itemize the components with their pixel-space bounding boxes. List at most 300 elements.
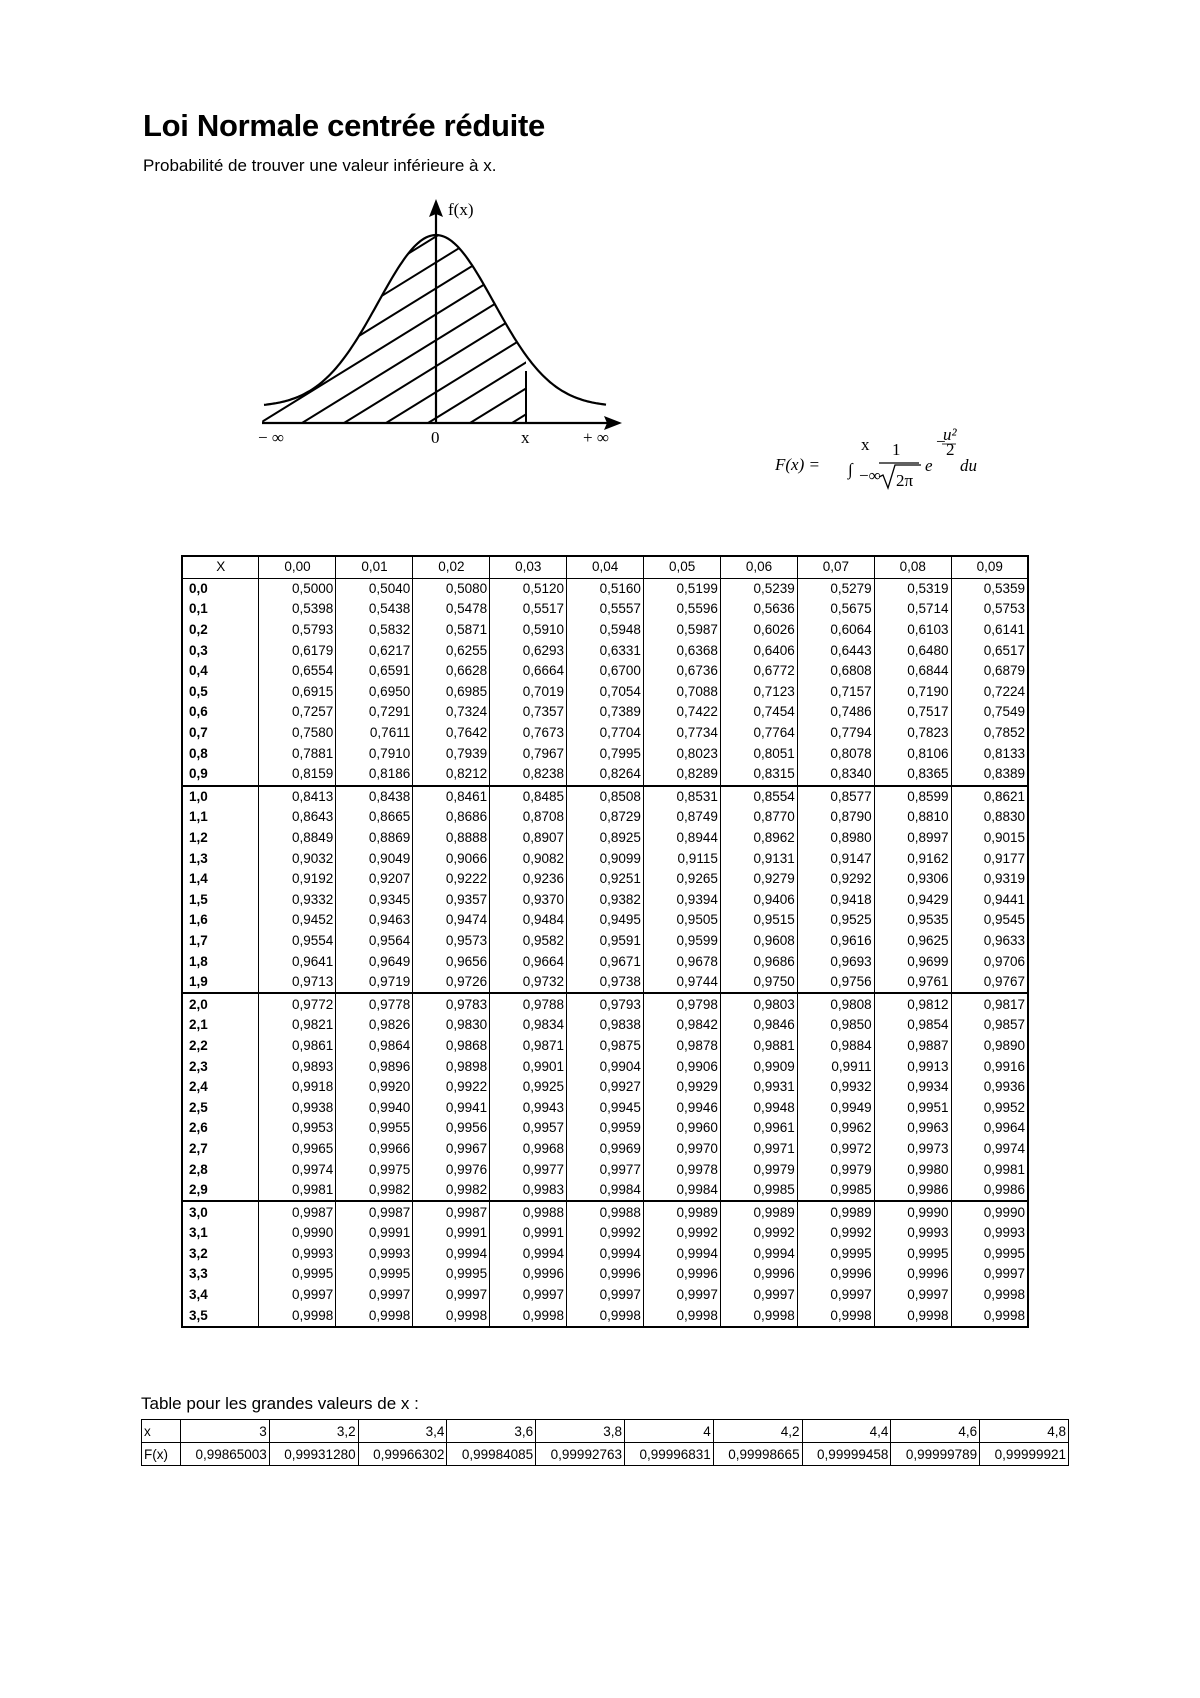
row-header: 2,9 bbox=[182, 1180, 259, 1202]
table-cell: 0,8461 bbox=[413, 786, 490, 808]
table-cell: 0,8749 bbox=[643, 807, 720, 828]
table-cell: 0,9279 bbox=[720, 869, 797, 890]
table-cell: 0,7704 bbox=[567, 723, 644, 744]
table-cell: 0,9975 bbox=[336, 1159, 413, 1180]
table-cell: 0,9997 bbox=[874, 1285, 951, 1306]
table-cell: 0,9236 bbox=[490, 869, 567, 890]
table-cell: 0,9990 bbox=[951, 1201, 1028, 1223]
table-cell: 0,9984 bbox=[643, 1180, 720, 1202]
table-cell: 0,8925 bbox=[567, 828, 644, 849]
table-cell: 0,9957 bbox=[490, 1118, 567, 1139]
table-cell: 0,9890 bbox=[951, 1036, 1028, 1057]
table-cell: 0,9099 bbox=[567, 848, 644, 869]
table-cell: 0,8962 bbox=[720, 828, 797, 849]
table-cell: 0,9996 bbox=[874, 1264, 951, 1285]
hatch-line bbox=[344, 213, 684, 423]
table-cell: 0,9990 bbox=[874, 1201, 951, 1223]
table-cell: 0,9981 bbox=[259, 1180, 336, 1202]
table-cell: 0,9995 bbox=[336, 1264, 413, 1285]
table-cell: 0,9932 bbox=[797, 1077, 874, 1098]
table-cell: 0,9973 bbox=[874, 1139, 951, 1160]
table-row bbox=[182, 661, 1028, 682]
table-cell: 0,9940 bbox=[336, 1097, 413, 1118]
table-cell: 0,9994 bbox=[643, 1244, 720, 1265]
table-cell: 0,7054 bbox=[567, 682, 644, 703]
table-cell: 0,9032 bbox=[259, 848, 336, 869]
large-values-x-cell: 4,4 bbox=[802, 1420, 891, 1443]
table-cell: 0,9989 bbox=[643, 1201, 720, 1223]
table-cell: 0,9857 bbox=[951, 1015, 1028, 1036]
table-row bbox=[182, 910, 1028, 931]
table-row bbox=[182, 931, 1028, 952]
table-cell: 0,9909 bbox=[720, 1056, 797, 1077]
table-cell: 0,8997 bbox=[874, 828, 951, 849]
page-subtitle: Probabilité de trouver une valeur inférieure à x. bbox=[143, 156, 497, 175]
table-cell: 0,9998 bbox=[951, 1285, 1028, 1306]
row-header: 0,7 bbox=[182, 723, 259, 744]
table-cell: 0,9998 bbox=[951, 1305, 1028, 1327]
table-cell: 0,9959 bbox=[567, 1118, 644, 1139]
table-cell: 0,9987 bbox=[413, 1201, 490, 1223]
table-cell: 0,9962 bbox=[797, 1118, 874, 1139]
table-cell: 0,9573 bbox=[413, 931, 490, 952]
table-cell: 0,9616 bbox=[797, 931, 874, 952]
table-cell: 0,9732 bbox=[490, 972, 567, 994]
table-cell: 0,9938 bbox=[259, 1097, 336, 1118]
table-cell: 0,9265 bbox=[643, 869, 720, 890]
table-cell: 0,9979 bbox=[797, 1159, 874, 1180]
table-cell: 0,9965 bbox=[259, 1139, 336, 1160]
table-cell: 0,6591 bbox=[336, 661, 413, 682]
table-cell: 0,9916 bbox=[951, 1056, 1028, 1077]
hatch-line bbox=[554, 213, 894, 423]
table-cell: 0,5080 bbox=[413, 578, 490, 599]
table-cell: 0,9997 bbox=[567, 1285, 644, 1306]
table-cell: 0,8051 bbox=[720, 743, 797, 764]
table-cell: 0,9996 bbox=[567, 1264, 644, 1285]
large-values-f-label: F(x) bbox=[142, 1443, 181, 1466]
hatch-line bbox=[638, 213, 978, 423]
table-cell: 0,9987 bbox=[336, 1201, 413, 1223]
table-cell: 0,6331 bbox=[567, 640, 644, 661]
table-cell: 0,9997 bbox=[490, 1285, 567, 1306]
table-cell: 0,7389 bbox=[567, 702, 644, 723]
table-cell: 0,9192 bbox=[259, 869, 336, 890]
table-cell: 0,9878 bbox=[643, 1036, 720, 1057]
table-cell: 0,7764 bbox=[720, 723, 797, 744]
table-row bbox=[182, 702, 1028, 723]
table-cell: 0,9920 bbox=[336, 1077, 413, 1098]
row-header: 2,0 bbox=[182, 993, 259, 1015]
table-cell: 0,5040 bbox=[336, 578, 413, 599]
column-header: 0,06 bbox=[720, 556, 797, 578]
table-cell: 0,5239 bbox=[720, 578, 797, 599]
table-cell: 0,9177 bbox=[951, 848, 1028, 869]
table-cell: 0,6985 bbox=[413, 682, 490, 703]
large-values-caption: Table pour les grandes valeurs de x : bbox=[141, 1394, 419, 1413]
table-cell: 0,9966 bbox=[336, 1139, 413, 1160]
table-cell: 0,6808 bbox=[797, 661, 874, 682]
table-cell: 0,9982 bbox=[336, 1180, 413, 1202]
table-cell: 0,9998 bbox=[567, 1305, 644, 1327]
table-cell: 0,9992 bbox=[567, 1223, 644, 1244]
table-cell: 0,6915 bbox=[259, 682, 336, 703]
table-cell: 0,9463 bbox=[336, 910, 413, 931]
table-cell: 0,9535 bbox=[874, 910, 951, 931]
table-cell: 0,9985 bbox=[720, 1180, 797, 1202]
table-cell: 0,8389 bbox=[951, 764, 1028, 786]
table-cell: 0,9993 bbox=[259, 1244, 336, 1265]
table-cell: 0,9992 bbox=[643, 1223, 720, 1244]
row-header: 1,7 bbox=[182, 931, 259, 952]
large-values-x-cell: 3,8 bbox=[536, 1420, 625, 1443]
table-row bbox=[182, 1180, 1028, 1202]
row-header: 1,2 bbox=[182, 828, 259, 849]
table-cell: 0,9991 bbox=[413, 1223, 490, 1244]
table-cell: 0,9948 bbox=[720, 1097, 797, 1118]
table-cell: 0,9953 bbox=[259, 1118, 336, 1139]
table-cell: 0,9993 bbox=[951, 1223, 1028, 1244]
table-cell: 0,8665 bbox=[336, 807, 413, 828]
table-row bbox=[182, 1036, 1028, 1057]
table-cell: 0,6736 bbox=[643, 661, 720, 682]
table-row bbox=[182, 620, 1028, 641]
table-cell: 0,8340 bbox=[797, 764, 874, 786]
table-cell: 0,9793 bbox=[567, 993, 644, 1015]
table-cell: 0,9993 bbox=[874, 1223, 951, 1244]
table-cell: 0,9967 bbox=[413, 1139, 490, 1160]
fraction-numerator: 1 bbox=[892, 440, 901, 459]
table-cell: 0,9949 bbox=[797, 1097, 874, 1118]
table-cell: 0,8159 bbox=[259, 764, 336, 786]
table-cell: 0,7454 bbox=[720, 702, 797, 723]
integral-lower-limit: −∞ bbox=[859, 466, 881, 485]
table-cell: 0,9968 bbox=[490, 1139, 567, 1160]
table-cell: 0,5000 bbox=[259, 578, 336, 599]
table-cell: 0,8554 bbox=[720, 786, 797, 808]
table-cell: 0,9750 bbox=[720, 972, 797, 994]
table-cell: 0,9995 bbox=[413, 1264, 490, 1285]
table-cell: 0,9964 bbox=[951, 1118, 1028, 1139]
large-values-f-cell: 0,99998665 bbox=[713, 1443, 802, 1466]
table-cell: 0,7190 bbox=[874, 682, 951, 703]
table-cell: 0,7939 bbox=[413, 743, 490, 764]
table-cell: 0,8289 bbox=[643, 764, 720, 786]
table-cell: 0,7852 bbox=[951, 723, 1028, 744]
table-cell: 0,9082 bbox=[490, 848, 567, 869]
table-cell: 0,9370 bbox=[490, 890, 567, 911]
table-cell: 0,9994 bbox=[720, 1244, 797, 1265]
column-header: 0,00 bbox=[259, 556, 336, 578]
table-cell: 0,9996 bbox=[490, 1264, 567, 1285]
hatch-line bbox=[92, 213, 432, 423]
table-cell: 0,9991 bbox=[490, 1223, 567, 1244]
row-header: 2,4 bbox=[182, 1077, 259, 1098]
row-header: 0,1 bbox=[182, 599, 259, 620]
row-header: 0,6 bbox=[182, 702, 259, 723]
table-cell: 0,7123 bbox=[720, 682, 797, 703]
table-cell: 0,5987 bbox=[643, 620, 720, 641]
table-cell: 0,9452 bbox=[259, 910, 336, 931]
table-cell: 0,9997 bbox=[413, 1285, 490, 1306]
table-cell: 0,9984 bbox=[567, 1180, 644, 1202]
row-header: 2,8 bbox=[182, 1159, 259, 1180]
table-row bbox=[182, 1244, 1028, 1265]
table-cell: 0,9955 bbox=[336, 1118, 413, 1139]
differential: du bbox=[960, 456, 977, 475]
table-cell: 0,5675 bbox=[797, 599, 874, 620]
table-cell: 0,9982 bbox=[413, 1180, 490, 1202]
table-cell: 0,9564 bbox=[336, 931, 413, 952]
table-cell: 0,9783 bbox=[413, 993, 490, 1015]
table-cell: 0,9941 bbox=[413, 1097, 490, 1118]
table-cell: 0,9996 bbox=[797, 1264, 874, 1285]
table-cell: 0,9970 bbox=[643, 1139, 720, 1160]
table-cell: 0,5279 bbox=[797, 578, 874, 599]
table-cell: 0,9599 bbox=[643, 931, 720, 952]
table-cell: 0,5438 bbox=[336, 599, 413, 620]
column-header: 0,02 bbox=[413, 556, 490, 578]
table-cell: 0,9817 bbox=[951, 993, 1028, 1015]
row-header: 2,7 bbox=[182, 1139, 259, 1160]
table-cell: 0,9983 bbox=[490, 1180, 567, 1202]
table-cell: 0,9979 bbox=[720, 1159, 797, 1180]
table-cell: 0,9978 bbox=[643, 1159, 720, 1180]
table-row bbox=[182, 1118, 1028, 1139]
table-cell: 0,9474 bbox=[413, 910, 490, 931]
table-cell: 0,9995 bbox=[951, 1244, 1028, 1265]
integral-sign-icon: ∫ bbox=[848, 460, 853, 479]
table-cell: 0,9656 bbox=[413, 951, 490, 972]
hatched-area bbox=[50, 213, 978, 423]
table-row bbox=[182, 1077, 1028, 1098]
table-cell: 0,7734 bbox=[643, 723, 720, 744]
hatch-line bbox=[218, 213, 558, 423]
table-cell: 0,9812 bbox=[874, 993, 951, 1015]
table-cell: 0,5120 bbox=[490, 578, 567, 599]
table-cell: 0,6141 bbox=[951, 620, 1028, 641]
table-cell: 0,9772 bbox=[259, 993, 336, 1015]
table-cell: 0,7157 bbox=[797, 682, 874, 703]
row-header: 1,0 bbox=[182, 786, 259, 808]
table-row bbox=[182, 890, 1028, 911]
table-cell: 0,9991 bbox=[336, 1223, 413, 1244]
table-cell: 0,9906 bbox=[643, 1056, 720, 1077]
table-cell: 0,9066 bbox=[413, 848, 490, 869]
table-cell: 0,9913 bbox=[874, 1056, 951, 1077]
table-cell: 0,6554 bbox=[259, 661, 336, 682]
row-header: 3,0 bbox=[182, 1201, 259, 1223]
table-row bbox=[182, 1223, 1028, 1244]
table-cell: 0,7088 bbox=[643, 682, 720, 703]
table-cell: 0,6255 bbox=[413, 640, 490, 661]
table-cell: 0,9834 bbox=[490, 1015, 567, 1036]
table-cell: 0,9974 bbox=[951, 1139, 1028, 1160]
table-row bbox=[182, 1159, 1028, 1180]
table-cell: 0,9406 bbox=[720, 890, 797, 911]
row-header: 0,9 bbox=[182, 764, 259, 786]
table-cell: 0,8944 bbox=[643, 828, 720, 849]
table-cell: 0,9925 bbox=[490, 1077, 567, 1098]
table-cell: 0,9207 bbox=[336, 869, 413, 890]
table-cell: 0,9995 bbox=[874, 1244, 951, 1265]
table-cell: 0,9649 bbox=[336, 951, 413, 972]
table-cell: 0,9997 bbox=[720, 1285, 797, 1306]
table-cell: 0,5517 bbox=[490, 599, 567, 620]
table-cell: 0,6844 bbox=[874, 661, 951, 682]
large-values-x-cell: 4 bbox=[624, 1420, 713, 1443]
table-cell: 0,9977 bbox=[490, 1159, 567, 1180]
table-cell: 0,8907 bbox=[490, 828, 567, 849]
table-cell: 0,5596 bbox=[643, 599, 720, 620]
table-cell: 0,8212 bbox=[413, 764, 490, 786]
table-cell: 0,9842 bbox=[643, 1015, 720, 1036]
table-cell: 0,9726 bbox=[413, 972, 490, 994]
table-row bbox=[182, 951, 1028, 972]
table-cell: 0,9946 bbox=[643, 1097, 720, 1118]
table-cell: 0,9394 bbox=[643, 890, 720, 911]
table-cell: 0,6103 bbox=[874, 620, 951, 641]
large-values-f-cell: 0,99999789 bbox=[891, 1443, 980, 1466]
table-cell: 0,9633 bbox=[951, 931, 1028, 952]
table-cell: 0,9994 bbox=[567, 1244, 644, 1265]
large-values-x-cell: 4,8 bbox=[980, 1420, 1069, 1443]
table-cell: 0,9997 bbox=[797, 1285, 874, 1306]
row-header: 0,8 bbox=[182, 743, 259, 764]
table-cell: 0,7823 bbox=[874, 723, 951, 744]
table-cell: 0,8485 bbox=[490, 786, 567, 808]
table-cell: 0,9821 bbox=[259, 1015, 336, 1036]
exp-numerator: u² bbox=[943, 425, 957, 444]
table-cell: 0,5714 bbox=[874, 599, 951, 620]
table-cell: 0,9974 bbox=[259, 1159, 336, 1180]
table-cell: 0,9830 bbox=[413, 1015, 490, 1036]
table-cell: 0,9927 bbox=[567, 1077, 644, 1098]
table-cell: 0,6443 bbox=[797, 640, 874, 661]
table-cell: 0,8438 bbox=[336, 786, 413, 808]
table-cell: 0,7549 bbox=[951, 702, 1028, 723]
table-cell: 0,6293 bbox=[490, 640, 567, 661]
table-cell: 0,9850 bbox=[797, 1015, 874, 1036]
row-header: 1,6 bbox=[182, 910, 259, 931]
row-header: 0,5 bbox=[182, 682, 259, 703]
table-cell: 0,9996 bbox=[643, 1264, 720, 1285]
large-values-f-cell: 0,99984085 bbox=[447, 1443, 536, 1466]
table-row bbox=[182, 599, 1028, 620]
table-cell: 0,9332 bbox=[259, 890, 336, 911]
table-cell: 0,9345 bbox=[336, 890, 413, 911]
table-row bbox=[182, 764, 1028, 786]
table-cell: 0,9222 bbox=[413, 869, 490, 890]
table-cell: 0,9997 bbox=[336, 1285, 413, 1306]
table-cell: 0,9803 bbox=[720, 993, 797, 1015]
table-cell: 0,9884 bbox=[797, 1036, 874, 1057]
row-header: 3,4 bbox=[182, 1285, 259, 1306]
table-cell: 0,9854 bbox=[874, 1015, 951, 1036]
hatch-line bbox=[134, 213, 474, 423]
table-cell: 0,9929 bbox=[643, 1077, 720, 1098]
column-header: 0,09 bbox=[951, 556, 1028, 578]
table-cell: 0,9887 bbox=[874, 1036, 951, 1057]
formula-lhs: F(x) = bbox=[775, 455, 820, 474]
table-cell: 0,9990 bbox=[259, 1223, 336, 1244]
table-cell: 0,9998 bbox=[413, 1305, 490, 1327]
table-row bbox=[182, 743, 1028, 764]
table-cell: 0,9719 bbox=[336, 972, 413, 994]
table-row bbox=[182, 578, 1028, 599]
large-values-f-cell: 0,99931280 bbox=[269, 1443, 358, 1466]
table-cell: 0,8980 bbox=[797, 828, 874, 849]
large-values-f-cell: 0,99996831 bbox=[624, 1443, 713, 1466]
table-cell: 0,8078 bbox=[797, 743, 874, 764]
table-cell: 0,8531 bbox=[643, 786, 720, 808]
table-cell: 0,9591 bbox=[567, 931, 644, 952]
large-values-x-cell: 3,2 bbox=[269, 1420, 358, 1443]
table-cell: 0,9960 bbox=[643, 1118, 720, 1139]
table-cell: 0,9418 bbox=[797, 890, 874, 911]
table-cell: 0,9997 bbox=[259, 1285, 336, 1306]
row-header: 3,2 bbox=[182, 1244, 259, 1265]
table-cell: 0,9678 bbox=[643, 951, 720, 972]
table-cell: 0,9976 bbox=[413, 1159, 490, 1180]
table-cell: 0,9943 bbox=[490, 1097, 567, 1118]
table-cell: 0,9922 bbox=[413, 1077, 490, 1098]
table-cell: 0,9901 bbox=[490, 1056, 567, 1077]
row-header: 0,0 bbox=[182, 578, 259, 599]
table-cell: 0,6368 bbox=[643, 640, 720, 661]
table-cell: 0,9956 bbox=[413, 1118, 490, 1139]
table-cell: 0,8770 bbox=[720, 807, 797, 828]
y-axis-label: f(x) bbox=[448, 200, 474, 219]
large-values-x-cell: 4,6 bbox=[891, 1420, 980, 1443]
table-cell: 0,6026 bbox=[720, 620, 797, 641]
large-values-table bbox=[141, 1419, 1069, 1466]
table-cell: 0,9664 bbox=[490, 951, 567, 972]
table-cell: 0,9969 bbox=[567, 1139, 644, 1160]
table-cell: 0,5948 bbox=[567, 620, 644, 641]
table-cell: 0,9625 bbox=[874, 931, 951, 952]
table-cell: 0,6879 bbox=[951, 661, 1028, 682]
table-cell: 0,9952 bbox=[951, 1097, 1028, 1118]
large-values-f-cell: 0,99999921 bbox=[980, 1443, 1069, 1466]
table-row bbox=[182, 1097, 1028, 1118]
table-row bbox=[182, 1264, 1028, 1285]
row-header: 0,3 bbox=[182, 640, 259, 661]
table-cell: 0,9998 bbox=[797, 1305, 874, 1327]
table-cell: 0,9995 bbox=[797, 1244, 874, 1265]
row-header: 1,1 bbox=[182, 807, 259, 828]
table-cell: 0,7224 bbox=[951, 682, 1028, 703]
table-cell: 0,9988 bbox=[567, 1201, 644, 1223]
table-row bbox=[182, 1015, 1028, 1036]
table-cell: 0,9582 bbox=[490, 931, 567, 952]
large-values-x-cell: 3,6 bbox=[447, 1420, 536, 1443]
table-cell: 0,7794 bbox=[797, 723, 874, 744]
corner-header: X bbox=[182, 556, 259, 578]
table-cell: 0,7486 bbox=[797, 702, 874, 723]
table-cell: 0,8023 bbox=[643, 743, 720, 764]
row-header: 2,6 bbox=[182, 1118, 259, 1139]
table-cell: 0,5832 bbox=[336, 620, 413, 641]
exp-denominator: 2 bbox=[946, 440, 955, 459]
table-cell: 0,9896 bbox=[336, 1056, 413, 1077]
table-cell: 0,9767 bbox=[951, 972, 1028, 994]
table-cell: 0,8810 bbox=[874, 807, 951, 828]
table-cell: 0,9988 bbox=[490, 1201, 567, 1223]
table-cell: 0,6064 bbox=[797, 620, 874, 641]
table-cell: 0,8264 bbox=[567, 764, 644, 786]
table-cell: 0,9994 bbox=[490, 1244, 567, 1265]
